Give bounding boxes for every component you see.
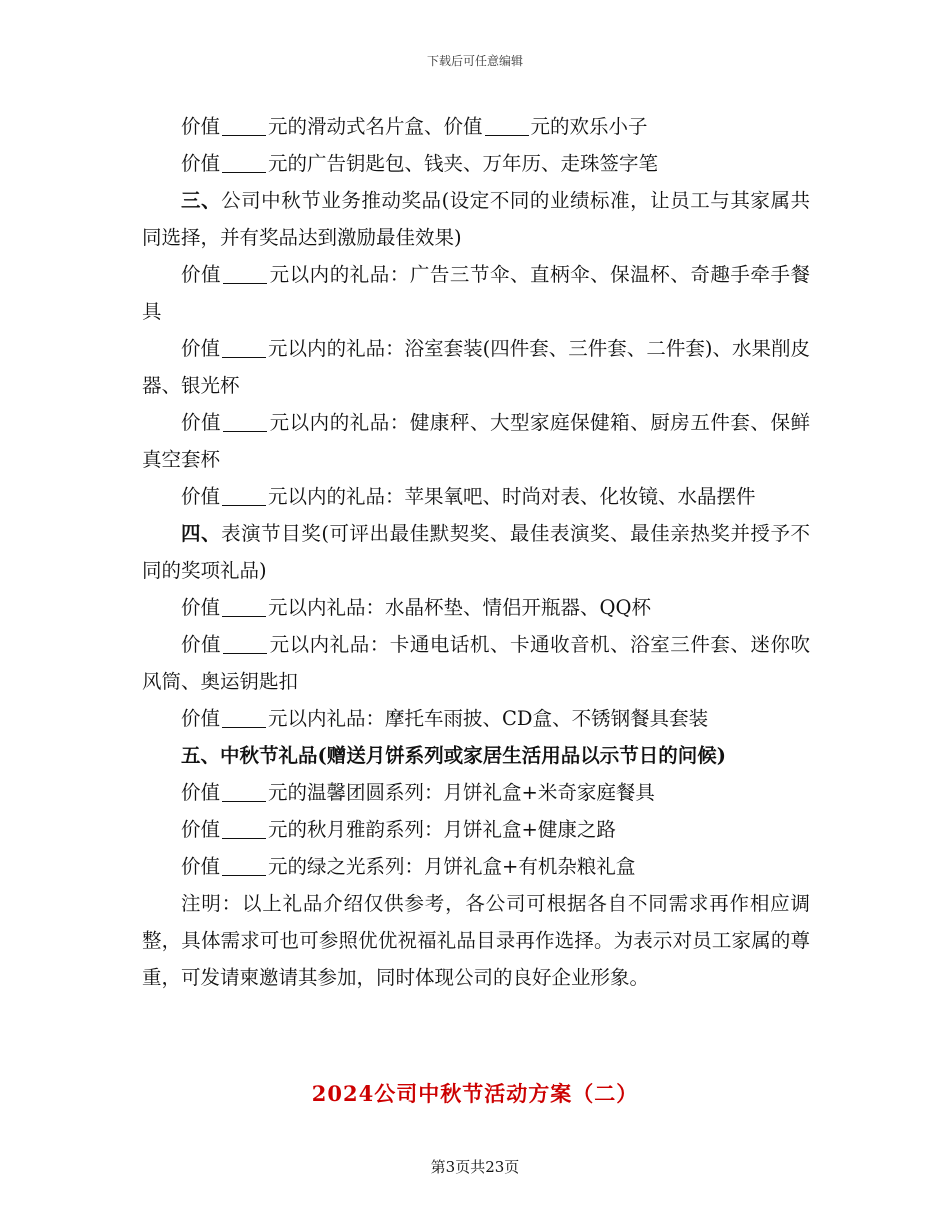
paragraph-text: 五、中秋节礼品(赠送月饼系列或家居生活用品以示节日的问候) <box>181 744 726 767</box>
paragraph-text: 公司中秋节业务推动奖品(设定不同的业绩标准，让员工与其家属共同选择，并有奖品达到激励最佳效果) <box>142 189 810 249</box>
paragraph-text: 价值 <box>181 337 221 360</box>
paragraph-text: 价值 <box>181 115 221 138</box>
fill-in-blank <box>222 782 266 803</box>
paragraph-text: 价值 <box>181 485 221 508</box>
paragraph-text: 元的温馨团圆系列：月饼礼盒+米奇家庭餐具 <box>268 781 655 804</box>
paragraph-text: 元的广告钥匙包、钱夹、万年历、走珠签字笔 <box>268 152 659 175</box>
paragraph-text: 价值 <box>181 707 221 730</box>
paragraph-text: 元以内礼品：水晶杯垫、情侣开瓶器、QQ杯 <box>268 596 651 619</box>
paragraph <box>142 145 810 182</box>
paragraph-text: 元的绿之光系列：月饼礼盒+有机杂粮礼盒 <box>268 855 636 878</box>
fill-in-blank <box>222 856 266 877</box>
paragraph-text: 价值 <box>181 596 221 619</box>
paragraph-text: 元以内的礼品：浴室套装(四件套、三件套、二件套)、水果削皮器、银光杯 <box>142 337 810 397</box>
paragraph-text: 元以内的礼品：健康秤、大型家庭保健箱、厨房五件套、保鲜真空套杯 <box>142 411 810 471</box>
paragraph-text: 表演节目奖(可评出最佳默契奖、最佳表演奖、最佳亲热奖并授予不同的奖项礼品) <box>142 522 810 582</box>
paragraph-text: 注明：以上礼品介绍仅供参考，各公司可根据各自不同需求再作相应调整，具体需求可也可参照优优祝福礼品目录再作选择。为表示对员工家属的尊重，可发请柬邀请其参加，同时体现公司的良好企业形象。 <box>142 892 810 989</box>
fill-in-blank <box>222 597 266 618</box>
paragraph-text: 元以内礼品：摩托车雨披、CD盒、不锈钢餐具套装 <box>268 707 709 730</box>
fill-in-blank <box>223 412 267 433</box>
page-header: 下载后可任意编辑 <box>426 54 523 68</box>
paragraph-text: 价值 <box>181 152 221 175</box>
paragraph <box>142 404 810 478</box>
section-number: 四、 <box>181 522 222 545</box>
paragraph-text: 价值 <box>181 781 221 804</box>
paragraph <box>142 515 810 589</box>
paragraph-text: 价值 <box>181 633 222 656</box>
paragraph-text: 元的欢乐小子 <box>530 115 648 138</box>
fill-in-blank <box>485 116 529 137</box>
paragraph <box>142 330 810 404</box>
paragraph <box>142 848 810 885</box>
paragraph <box>142 626 810 700</box>
fill-in-blank <box>222 338 266 359</box>
paragraph-text: 价值 <box>181 411 222 434</box>
paragraph-text: 价值 <box>181 855 221 878</box>
paragraph-text: 元的秋月雅韵系列：月饼礼盒+健康之路 <box>268 818 616 841</box>
paragraph <box>142 885 810 996</box>
paragraph <box>142 774 810 811</box>
section-title: 2024公司中秋节活动方案（二） <box>311 1081 639 1106</box>
paragraph <box>142 478 810 515</box>
paragraph <box>142 256 810 330</box>
paragraph <box>142 108 810 145</box>
fill-in-blank <box>222 116 266 137</box>
paragraph-text: 元以内的礼品：广告三节伞、直柄伞、保温杯、奇趣手牵手餐具 <box>142 263 810 323</box>
paragraph-text: 价值 <box>181 818 221 841</box>
fill-in-blank <box>222 819 266 840</box>
paragraph-text: 元以内的礼品：苹果氧吧、时尚对表、化妆镜、水晶摆件 <box>268 485 756 508</box>
paragraph <box>142 811 810 848</box>
paragraph <box>142 182 810 256</box>
body-text <box>142 108 810 996</box>
fill-in-blank <box>223 634 267 655</box>
fill-in-blank <box>222 153 266 174</box>
paragraph-text: 价值 <box>181 263 222 286</box>
fill-in-blank <box>223 264 267 285</box>
paragraph <box>142 589 810 626</box>
paragraph-text: 元的滑动式名片盒、价值 <box>268 115 483 138</box>
section-number: 三、 <box>181 189 222 212</box>
fill-in-blank <box>222 708 266 729</box>
paragraph <box>142 700 810 737</box>
page-footer: 第3页共23页 <box>430 1158 520 1176</box>
fill-in-blank <box>222 486 266 507</box>
paragraph-text: 元以内礼品：卡通电话机、卡通收音机、浴室三件套、迷你吹风筒、奥运钥匙扣 <box>142 633 810 693</box>
paragraph <box>142 737 810 774</box>
